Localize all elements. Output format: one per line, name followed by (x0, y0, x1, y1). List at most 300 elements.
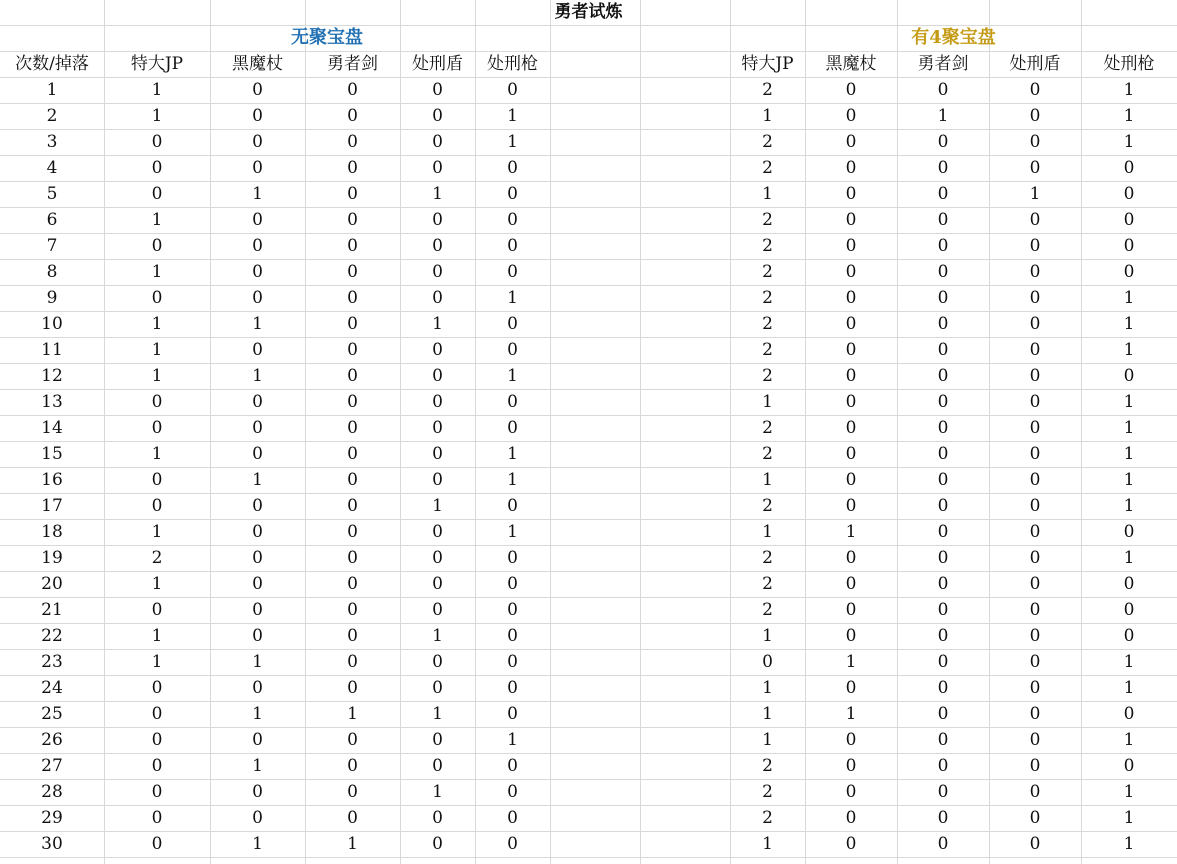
data-cell-left: 0 (151, 496, 163, 516)
data-cell-left: 0 (347, 366, 358, 386)
data-cell-left: 0 (347, 288, 358, 308)
data-cell-left: 0 (151, 730, 163, 750)
data-cell-left: 0 (432, 652, 443, 672)
data-cell-left: 1 (151, 626, 163, 646)
data-cell-right: 0 (937, 288, 949, 308)
data-cell-left: 1 (347, 704, 358, 724)
data-cell-left: 0 (347, 808, 358, 828)
data-cell-left: 1 (252, 470, 263, 490)
data-cell-right: 0 (1123, 262, 1135, 282)
data-cell-left: 0 (252, 80, 263, 100)
data-cell-left: 0 (347, 158, 358, 178)
data-cell-left: 0 (432, 262, 443, 282)
data-cell-left: 1 (151, 574, 163, 594)
data-cell-right: 0 (937, 600, 949, 620)
data-cell-right: 0 (937, 574, 949, 594)
row-index: 12 (41, 366, 63, 386)
data-cell-right: 0 (1029, 600, 1041, 620)
data-cell-right: 0 (1029, 470, 1041, 490)
data-cell-right: 0 (845, 834, 857, 854)
data-cell-left: 1 (151, 80, 163, 100)
data-cell-right: 0 (937, 808, 949, 828)
column-header-left: 处刑盾 (412, 54, 463, 74)
data-cell-right: 0 (937, 470, 949, 490)
data-cell-left: 0 (507, 548, 518, 568)
data-cell-right: 1 (1123, 288, 1135, 308)
data-cell-right: 1 (1123, 470, 1135, 490)
data-cell-left: 0 (252, 626, 263, 646)
column-header-left: 特大JP (130, 54, 184, 74)
data-cell-right: 0 (937, 652, 949, 672)
data-cell-left: 1 (432, 626, 443, 646)
data-cell-right: 0 (1029, 106, 1041, 126)
data-cell-right: 0 (1029, 340, 1041, 360)
data-cell-left: 0 (252, 418, 263, 438)
data-cell-left: 0 (151, 834, 163, 854)
data-cell-right: 2 (762, 548, 773, 568)
data-cell-left: 0 (507, 626, 518, 646)
row-index: 27 (41, 756, 63, 776)
data-cell-right: 2 (762, 340, 773, 360)
data-cell-right: 0 (845, 288, 857, 308)
data-cell-left: 0 (252, 210, 263, 230)
data-cell-right: 0 (937, 132, 949, 152)
data-cell-left: 0 (507, 392, 518, 412)
data-cell-left: 1 (151, 210, 163, 230)
data-cell-right: 0 (845, 808, 857, 828)
data-cell-left: 0 (432, 574, 443, 594)
data-cell-left: 0 (432, 678, 443, 698)
data-cell-left: 0 (252, 158, 263, 178)
data-cell-left: 0 (151, 184, 163, 204)
row-index: 28 (41, 782, 63, 802)
column-header-right: 处刑盾 (1009, 54, 1061, 74)
data-cell-right: 0 (937, 782, 949, 802)
data-cell-left: 0 (432, 834, 443, 854)
data-cell-right: 0 (937, 444, 949, 464)
data-cell-right: 0 (937, 730, 949, 750)
data-cell-left: 1 (507, 106, 518, 126)
data-cell-right: 0 (1123, 184, 1135, 204)
data-cell-left: 0 (347, 80, 358, 100)
data-cell-left: 0 (252, 444, 263, 464)
row-index: 26 (41, 730, 63, 750)
data-cell-left: 1 (432, 314, 443, 334)
data-cell-right: 2 (762, 210, 773, 230)
data-cell-left: 0 (347, 470, 358, 490)
row-index: 22 (41, 626, 63, 646)
data-cell-right: 0 (1029, 652, 1041, 672)
data-cell-right: 0 (937, 236, 949, 256)
data-cell-left: 0 (347, 600, 358, 620)
data-cell-left: 0 (347, 548, 358, 568)
data-cell-right: 0 (1029, 782, 1041, 802)
data-cell-right: 0 (845, 444, 857, 464)
data-cell-right: 2 (762, 158, 773, 178)
column-header-left: 处刑枪 (487, 54, 538, 74)
data-cell-right: 0 (1029, 496, 1041, 516)
data-cell-left: 1 (252, 184, 263, 204)
data-cell-left: 0 (432, 288, 443, 308)
data-cell-left: 0 (432, 470, 443, 490)
data-cell-right: 0 (937, 262, 949, 282)
data-cell-left: 0 (347, 210, 358, 230)
data-cell-left: 1 (252, 834, 263, 854)
row-index: 24 (41, 678, 63, 698)
data-cell-left: 0 (507, 184, 518, 204)
data-cell-left: 1 (507, 366, 518, 386)
data-cell-right: 0 (937, 678, 949, 698)
row-index: 15 (41, 444, 63, 464)
data-cell-right: 2 (762, 288, 773, 308)
data-cell-left: 1 (347, 834, 358, 854)
data-cell-right: 0 (1029, 704, 1041, 724)
data-cell-right: 0 (937, 522, 949, 542)
data-cell-left: 0 (432, 444, 443, 464)
data-cell-right: 0 (937, 548, 949, 568)
data-cell-right: 2 (762, 756, 773, 776)
data-cell-right: 0 (937, 418, 949, 438)
row-index: 16 (41, 470, 63, 490)
data-cell-left: 0 (151, 392, 163, 412)
data-cell-left: 0 (252, 678, 263, 698)
data-cell-right: 0 (845, 756, 857, 776)
data-cell-left: 0 (347, 652, 358, 672)
data-cell-right: 0 (937, 314, 949, 334)
data-cell-right: 1 (1123, 548, 1135, 568)
data-cell-right: 1 (1123, 418, 1135, 438)
data-cell-left: 0 (347, 756, 358, 776)
data-cell-left: 0 (347, 574, 358, 594)
data-cell-left: 0 (432, 548, 443, 568)
data-cell-right: 0 (1123, 522, 1135, 542)
column-header-left: 黑魔杖 (232, 54, 283, 74)
data-cell-right: 2 (762, 444, 773, 464)
data-cell-right: 1 (1123, 106, 1135, 126)
data-cell-right: 1 (1123, 834, 1135, 854)
data-cell-right: 2 (762, 600, 773, 620)
data-cell-left: 0 (347, 106, 358, 126)
data-cell-right: 0 (1029, 288, 1041, 308)
data-cell-right: 0 (1123, 210, 1135, 230)
data-cell-left: 2 (151, 548, 163, 568)
data-cell-right: 0 (845, 366, 857, 386)
data-cell-left: 0 (507, 678, 518, 698)
data-cell-left: 0 (347, 522, 358, 542)
data-cell-right: 1 (1123, 678, 1135, 698)
data-cell-right: 1 (845, 522, 857, 542)
row-index: 20 (41, 574, 63, 594)
row-index: 10 (41, 314, 63, 334)
data-cell-right: 0 (937, 210, 949, 230)
data-cell-left: 0 (252, 106, 263, 126)
data-cell-left: 0 (151, 808, 163, 828)
row-index: 2 (46, 106, 58, 126)
data-cell-right: 0 (845, 340, 857, 360)
data-cell-left: 0 (507, 808, 518, 828)
data-cell-right: 1 (1123, 444, 1135, 464)
data-cell-left: 0 (507, 210, 518, 230)
data-cell-left: 0 (347, 730, 358, 750)
data-cell-right: 0 (937, 496, 949, 516)
row-index: 11 (41, 340, 63, 360)
data-cell-right: 0 (845, 158, 857, 178)
column-header-right: 处刑枪 (1103, 54, 1155, 74)
data-cell-left: 0 (347, 626, 358, 646)
data-cell-right: 0 (845, 548, 857, 568)
data-cell-right: 0 (937, 756, 949, 776)
data-cell-right: 1 (1123, 80, 1135, 100)
data-cell-left: 1 (432, 184, 443, 204)
data-cell-right: 0 (845, 132, 857, 152)
data-cell-left: 0 (252, 548, 263, 568)
row-index: 3 (46, 132, 58, 152)
data-cell-left: 0 (507, 80, 518, 100)
data-cell-right: 0 (1029, 548, 1041, 568)
grid-row-line (0, 857, 1177, 858)
data-cell-right: 1 (1123, 652, 1135, 672)
data-cell-right: 1 (762, 392, 773, 412)
data-cell-left: 0 (252, 262, 263, 282)
data-cell-right: 0 (845, 80, 857, 100)
row-index: 5 (46, 184, 58, 204)
data-cell-right: 0 (845, 106, 857, 126)
data-cell-left: 1 (432, 704, 443, 724)
data-cell-left: 1 (151, 262, 163, 282)
data-cell-left: 0 (347, 262, 358, 282)
data-cell-right: 1 (937, 106, 949, 126)
data-cell-right: 0 (1029, 158, 1041, 178)
data-cell-right: 2 (762, 574, 773, 594)
data-cell-left: 1 (507, 444, 518, 464)
data-cell-right: 0 (845, 678, 857, 698)
data-cell-right: 0 (845, 600, 857, 620)
data-cell-left: 1 (252, 652, 263, 672)
data-cell-left: 0 (252, 600, 263, 620)
data-cell-left: 0 (432, 522, 443, 542)
row-index: 30 (41, 834, 63, 854)
data-cell-right: 0 (845, 626, 857, 646)
data-cell-right: 0 (937, 392, 949, 412)
data-cell-right: 0 (1029, 756, 1041, 776)
data-cell-right: 0 (1123, 366, 1135, 386)
data-cell-right: 1 (1123, 782, 1135, 802)
data-cell-right: 0 (1029, 808, 1041, 828)
row-index: 7 (46, 236, 58, 256)
data-cell-right: 0 (1123, 158, 1135, 178)
data-cell-right: 0 (1029, 392, 1041, 412)
data-cell-right: 0 (1029, 314, 1041, 334)
row-index: 8 (46, 262, 58, 282)
data-cell-right: 1 (1029, 184, 1041, 204)
data-cell-right: 0 (1029, 730, 1041, 750)
column-header-right: 勇者剑 (917, 54, 969, 74)
data-cell-right: 2 (762, 236, 773, 256)
data-cell-left: 0 (347, 444, 358, 464)
data-cell-left: 0 (432, 418, 443, 438)
data-cell-right: 1 (1123, 132, 1135, 152)
data-cell-left: 0 (507, 236, 518, 256)
data-cell-left: 0 (507, 834, 518, 854)
data-cell-left: 1 (252, 756, 263, 776)
column-header-right: 黑魔杖 (825, 54, 877, 74)
data-cell-right: 1 (762, 106, 773, 126)
data-cell-right: 0 (1123, 704, 1135, 724)
data-cell-left: 0 (432, 236, 443, 256)
data-cell-right: 0 (937, 184, 949, 204)
data-cell-left: 0 (151, 600, 163, 620)
data-cell-right: 1 (762, 470, 773, 490)
data-cell-left: 0 (252, 730, 263, 750)
data-cell-right: 0 (937, 80, 949, 100)
data-cell-left: 0 (151, 704, 163, 724)
data-cell-left: 0 (151, 158, 163, 178)
data-cell-left: 0 (151, 418, 163, 438)
row-index: 9 (46, 288, 58, 308)
data-cell-right: 1 (762, 678, 773, 698)
data-cell-left: 0 (151, 470, 163, 490)
data-cell-right: 2 (762, 496, 773, 516)
data-cell-left: 0 (432, 808, 443, 828)
data-cell-left: 0 (151, 678, 163, 698)
data-cell-right: 1 (1123, 496, 1135, 516)
data-cell-right: 0 (937, 626, 949, 646)
data-cell-left: 0 (347, 236, 358, 256)
data-cell-left: 1 (151, 106, 163, 126)
data-cell-right: 0 (937, 704, 949, 724)
data-cell-right: 0 (1029, 80, 1041, 100)
row-index: 18 (41, 522, 63, 542)
data-cell-left: 0 (432, 600, 443, 620)
data-cell-left: 0 (347, 340, 358, 360)
data-cell-left: 0 (432, 80, 443, 100)
row-index: 4 (46, 158, 58, 178)
data-cell-left: 0 (507, 704, 518, 724)
data-cell-left: 0 (252, 132, 263, 152)
data-cell-left: 0 (252, 782, 263, 802)
data-cell-right: 2 (762, 132, 773, 152)
data-cell-left: 0 (507, 158, 518, 178)
data-cell-left: 0 (252, 808, 263, 828)
data-cell-left: 0 (252, 522, 263, 542)
data-cell-right: 0 (845, 418, 857, 438)
data-cell-left: 0 (432, 158, 443, 178)
data-cell-left: 1 (151, 444, 163, 464)
data-cell-left: 0 (507, 574, 518, 594)
data-cell-right: 0 (845, 730, 857, 750)
data-cell-left: 0 (432, 132, 443, 152)
sheet-title: 勇者试炼 (554, 2, 623, 22)
data-cell-right: 1 (1123, 392, 1135, 412)
data-cell-right: 0 (845, 314, 857, 334)
data-cell-left: 0 (507, 600, 518, 620)
data-cell-right: 0 (1029, 834, 1041, 854)
row-index: 21 (41, 600, 63, 620)
data-cell-left: 1 (432, 782, 443, 802)
data-cell-left: 0 (432, 106, 443, 126)
data-cell-left: 0 (432, 392, 443, 412)
data-cell-right: 2 (762, 262, 773, 282)
data-cell-left: 0 (432, 340, 443, 360)
data-cell-right: 0 (1029, 132, 1041, 152)
data-cell-right: 2 (762, 418, 773, 438)
data-cell-left: 0 (347, 496, 358, 516)
data-cell-left: 0 (252, 288, 263, 308)
row-index: 25 (41, 704, 63, 724)
data-cell-right: 0 (762, 652, 773, 672)
data-cell-right: 0 (845, 184, 857, 204)
data-cell-left: 0 (507, 756, 518, 776)
data-cell-right: 0 (1029, 418, 1041, 438)
data-cell-left: 0 (151, 756, 163, 776)
row-index: 13 (41, 392, 63, 412)
data-cell-left: 0 (151, 782, 163, 802)
data-cell-left: 1 (507, 132, 518, 152)
data-cell-left: 1 (151, 366, 163, 386)
data-cell-left: 0 (252, 236, 263, 256)
data-cell-left: 1 (252, 704, 263, 724)
data-cell-right: 0 (1029, 522, 1041, 542)
data-cell-left: 0 (347, 418, 358, 438)
data-cell-left: 0 (252, 574, 263, 594)
data-cell-right: 0 (1029, 210, 1041, 230)
data-cell-right: 0 (1123, 574, 1135, 594)
data-cell-left: 1 (252, 314, 263, 334)
row-index: 1 (46, 80, 58, 100)
data-cell-left: 1 (432, 496, 443, 516)
data-cell-right: 1 (1123, 314, 1135, 334)
data-cell-left: 0 (432, 366, 443, 386)
data-cell-right: 1 (762, 704, 773, 724)
data-cell-left: 0 (347, 678, 358, 698)
data-cell-right: 2 (762, 808, 773, 828)
data-cell-right: 0 (845, 782, 857, 802)
data-cell-left: 0 (347, 132, 358, 152)
group-title-right: 有4聚宝盘 (911, 27, 996, 48)
data-cell-right: 1 (762, 834, 773, 854)
data-cell-left: 1 (151, 314, 163, 334)
data-cell-left: 1 (151, 340, 163, 360)
data-cell-right: 0 (845, 236, 857, 256)
data-cell-left: 0 (507, 314, 518, 334)
data-cell-left: 1 (507, 470, 518, 490)
data-cell-right: 0 (1123, 626, 1135, 646)
data-cell-right: 0 (1029, 366, 1041, 386)
data-cell-left: 0 (432, 730, 443, 750)
data-cell-left: 0 (252, 340, 263, 360)
row-index: 23 (41, 652, 63, 672)
data-cell-left: 0 (507, 262, 518, 282)
row-index: 14 (41, 418, 63, 438)
column-header-right: 特大JP (741, 54, 794, 74)
data-cell-left: 0 (252, 496, 263, 516)
group-title-left: 无聚宝盘 (291, 27, 363, 48)
data-cell-right: 2 (762, 314, 773, 334)
data-cell-right: 0 (1029, 236, 1041, 256)
data-cell-right: 0 (937, 834, 949, 854)
data-cell-right: 0 (845, 210, 857, 230)
data-cell-right: 0 (845, 470, 857, 490)
data-cell-right: 1 (762, 730, 773, 750)
data-cell-left: 0 (507, 782, 518, 802)
data-cell-right: 2 (762, 80, 773, 100)
data-cell-left: 1 (252, 366, 263, 386)
data-cell-right: 1 (1123, 808, 1135, 828)
data-cell-left: 1 (151, 652, 163, 672)
data-cell-left: 0 (252, 392, 263, 412)
data-cell-right: 2 (762, 782, 773, 802)
data-cell-left: 1 (507, 730, 518, 750)
